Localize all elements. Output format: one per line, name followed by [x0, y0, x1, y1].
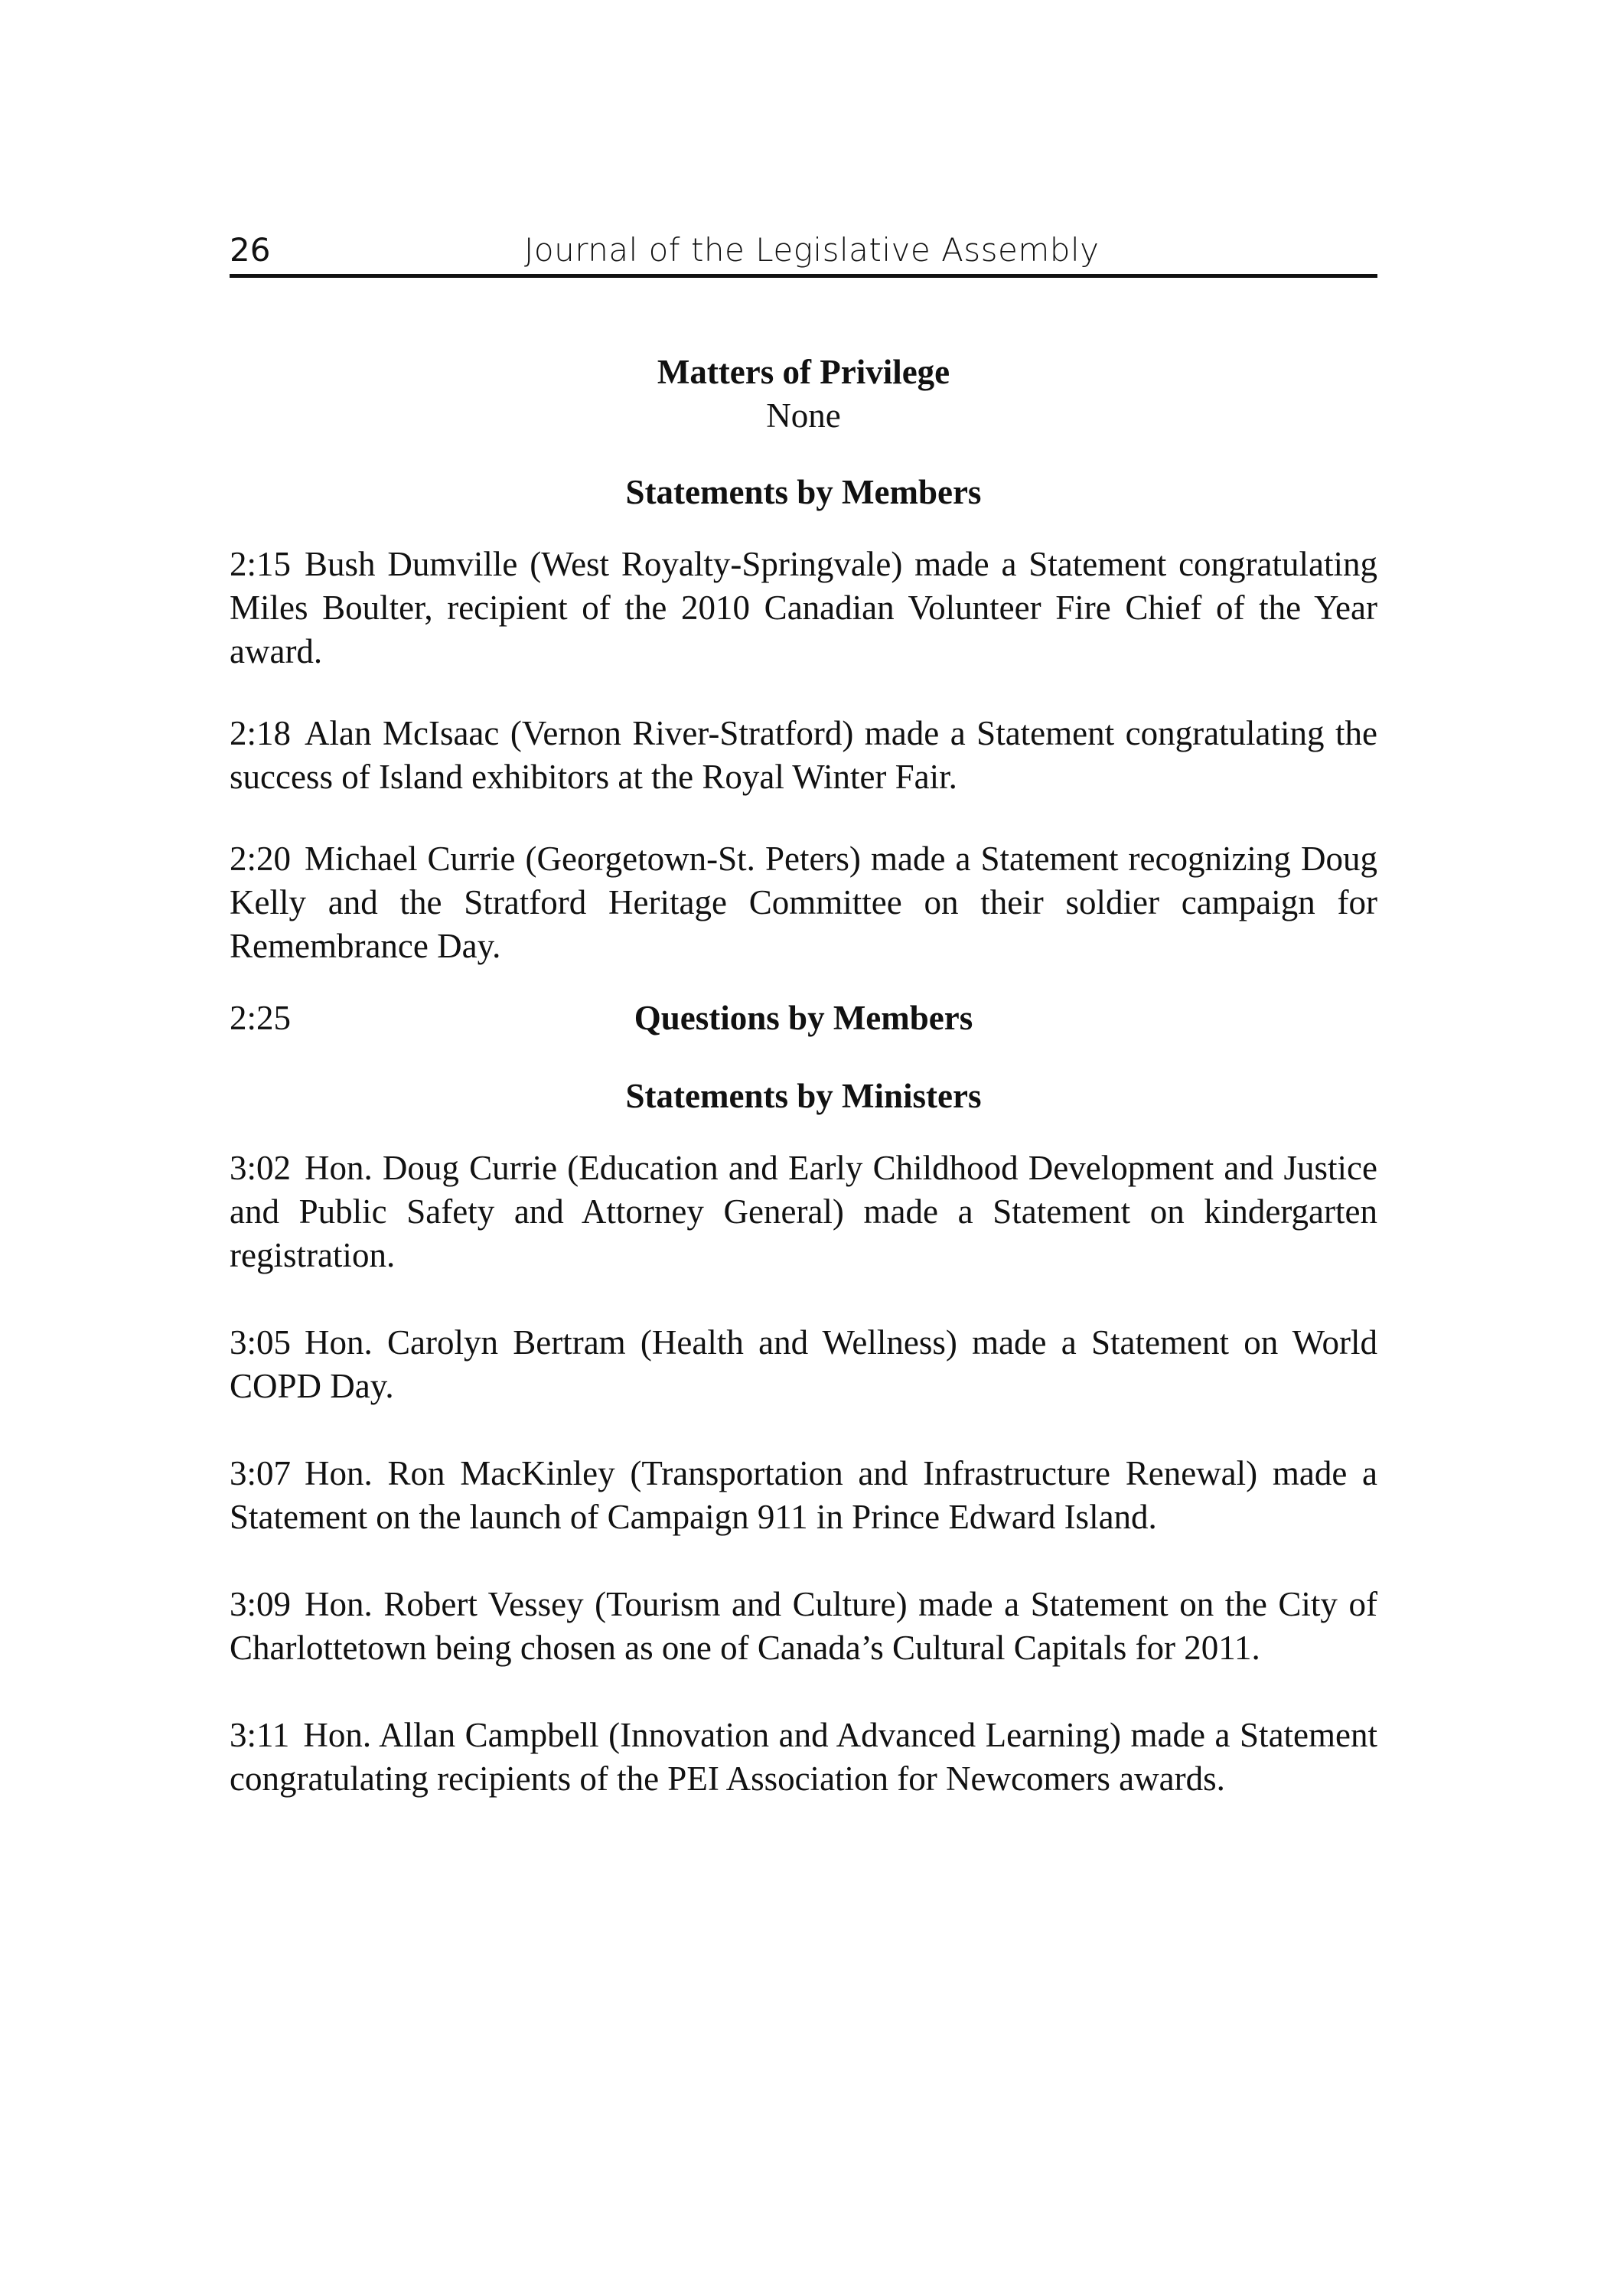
entry-text: Alan McIsaac (Vernon River-Stratford) made a Statement congratulating the success of Island exhibitors at the Royal Winter Fair.	[230, 714, 1377, 796]
journal-page	[230, 230, 1377, 1801]
entry-text: Hon. Ron MacKinley (Transportation and Infrastructure Renewal) made a Statement on the launch of Campaign 911 in Prince Edward Island.	[230, 1454, 1377, 1536]
entry-text: Hon. Allan Campbell (Innovation and Advanced Learning) made a Statement congratulating recipients of the PEI Association for Newcomers awards.	[230, 1716, 1377, 1798]
entry-time: 3:11	[230, 1716, 290, 1754]
minister-statement-entry	[230, 1714, 1377, 1801]
section-heading-privilege: Matters of Privilege	[657, 353, 950, 391]
member-statement-entry	[230, 837, 1377, 968]
entry-time: 2:15	[230, 545, 292, 583]
privilege-none-text: None	[766, 396, 841, 435]
entry-time: 3:07	[230, 1454, 292, 1492]
entry-time: 3:05	[230, 1323, 292, 1362]
running-header	[230, 230, 1377, 278]
minister-statement-entry	[230, 1146, 1377, 1277]
journal-content	[230, 278, 1377, 1801]
entry-time: 3:02	[230, 1149, 292, 1187]
entry-text: Hon. Robert Vessey (Tourism and Culture) made a Statement on the City of Charlottetown being chosen as one of Canada’s Cultural Capitals for 2011.	[230, 1585, 1377, 1667]
section-heading-questions: Questions by Members	[634, 999, 973, 1037]
questions-time: 2:25	[230, 999, 292, 1037]
entry-time: 2:20	[230, 840, 292, 878]
entry-text: Michael Currie (Georgetown-St. Peters) made a Statement recognizing Doug Kelly and the Stratford Heritage Committee on their soldier campaign for Remembrance Day.	[230, 840, 1377, 965]
entry-time: 3:09	[230, 1585, 292, 1623]
page-number: 26	[230, 231, 271, 269]
questions-heading-row	[230, 996, 1377, 1040]
minister-statement-entry	[230, 1452, 1377, 1539]
journal-title: Journal of the Legislative Assembly	[524, 231, 1100, 269]
member-statement-entry	[230, 712, 1377, 799]
entry-text: Hon. Carolyn Bertram (Health and Wellness) made a Statement on World COPD Day.	[230, 1323, 1377, 1405]
section-heading-members-statements: Statements by Members	[625, 473, 982, 511]
entry-text: Bush Dumville (West Royalty-Springvale) made a Statement congratulating Miles Boulter, recipient of the 2010 Canadian Volunteer Fire Chief of the Year award.	[230, 545, 1377, 670]
minister-statement-entry	[230, 1583, 1377, 1670]
section-heading-ministers-statements: Statements by Ministers	[625, 1077, 982, 1115]
entry-text: Hon. Doug Currie (Education and Early Childhood Development and Justice and Public Safety and Attorney General) made a Statement on kindergarten registration.	[230, 1149, 1377, 1274]
entry-time: 2:18	[230, 714, 292, 752]
minister-statement-entry	[230, 1321, 1377, 1408]
member-statement-entry	[230, 543, 1377, 673]
